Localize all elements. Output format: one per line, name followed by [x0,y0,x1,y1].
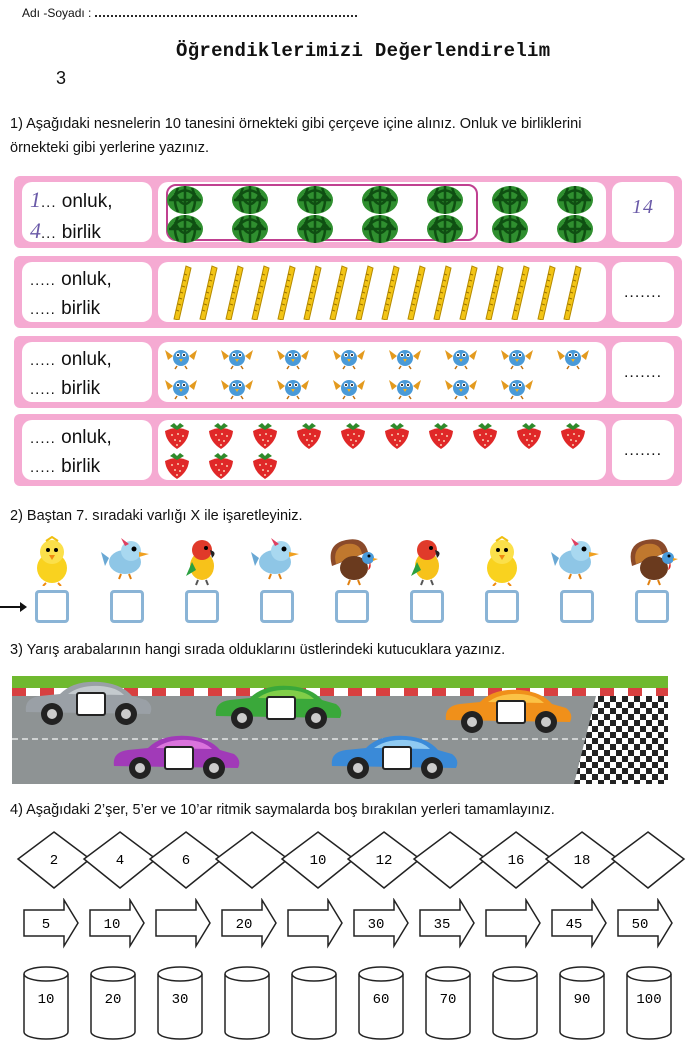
q1-row-ruler [14,256,682,328]
count-diamond [348,832,420,888]
start-arrow-head [20,602,27,612]
name-line [22,6,357,20]
checkered-finish-icon [574,696,668,784]
strawberry-icon [206,422,236,455]
position-box[interactable] [164,746,194,770]
ones-blank[interactable]: ..... [30,459,56,476]
count-value: 16 [507,853,525,869]
watermelon-icon [361,214,399,249]
count-value: 18 [573,853,591,869]
ruler-icon [322,264,348,325]
count-diamond [480,832,552,888]
strawberry-icon [338,422,368,455]
strawberry-icon [382,422,412,455]
watermelon-icon [166,214,204,249]
name-label: Adı -Soyadı : [22,6,92,20]
ruler-icon [400,264,426,325]
ruler-icon [218,264,244,325]
bird-icon [332,374,366,405]
object-group [158,182,606,242]
count-value: 10 [309,853,327,869]
bird-icon [444,344,478,375]
bird-icon [332,344,366,375]
count-diamond [84,832,156,888]
mark-box[interactable] [410,590,444,623]
bird-icon [220,374,254,405]
count-arrow[interactable] [156,900,210,946]
count-diamond [150,832,222,888]
ruler-icon [556,264,582,325]
count-value: 10 [103,917,121,933]
count-value: 12 [375,853,393,869]
ruler-icon [296,264,322,325]
ruler-icon [270,264,296,325]
count-value: 30 [171,992,189,1008]
count-diamond[interactable] [612,832,684,888]
strawberry-icon [206,452,236,485]
count-value: 100 [636,992,662,1008]
watermelon-icon [556,214,594,249]
count-arrow[interactable] [486,900,540,946]
count-by-fives [0,898,698,950]
mark-box[interactable] [560,590,594,623]
count-value: 20 [104,992,122,1008]
birlik-label: birlik [61,298,101,319]
race-track [12,676,668,784]
count-diamond [18,832,90,888]
watermelon-icon [491,214,529,249]
tens-blank[interactable]: ..... [30,272,56,289]
birlik-label: birlik [61,222,101,243]
count-diamond[interactable] [414,832,486,888]
onluk-label: onluk, [61,349,112,370]
total-blank[interactable]: ....... [612,262,674,322]
place-value-label: 1... onluk, 4... birlik [22,182,152,242]
parrot-icon [182,536,222,591]
q4-text: 4) Aşağıdaki 2’şer, 5’er ve 10’ar ritmik saymalarda boş bırakılan yerleri tamamlayınız. [10,802,555,818]
q2-text: 2) Baştan 7. sıradaki varlığı X ile işaretleyiniz. [10,508,303,524]
count-value: 20 [235,917,253,933]
watermelon-icon [426,214,464,249]
count-value: 45 [565,917,583,933]
q1-row-bird [14,336,682,408]
count-value: 70 [439,992,457,1008]
ruler-icon [530,264,556,325]
q1-row-strawberry [14,414,682,486]
count-value: 5 [41,917,51,933]
count-arrow [90,900,144,946]
count-arrow [552,900,606,946]
bird-icon [556,344,590,375]
place-value-label [22,420,152,480]
count-cylinder [24,967,68,1039]
count-value: 10 [37,992,55,1008]
blue-bird-icon [551,536,603,585]
total-blank[interactable]: ....... [612,342,674,402]
total-answer: 14 [612,182,674,242]
object-group[interactable] [158,342,606,402]
bird-icon [500,344,534,375]
count-diamond[interactable] [216,832,288,888]
ruler-icon [192,264,218,325]
count-value: 35 [433,917,451,933]
onluk-label: onluk, [61,191,113,212]
onluk-label: onluk, [61,269,112,290]
position-box[interactable] [382,746,412,770]
q1-text-line1: 1) Aşağıdaki nesnelerin 10 tanesini örnekteki gibi çerçeve içine alınız. Onluk ve birliklerini [10,116,582,132]
place-value-label [22,342,152,402]
start-arrow [0,606,22,608]
position-box[interactable] [496,700,526,724]
chick-icon [32,536,72,591]
count-value: 60 [372,992,390,1008]
count-diamond [282,832,354,888]
count-value: 30 [367,917,385,933]
count-cylinder[interactable] [493,967,537,1039]
count-arrow [420,900,474,946]
count-by-tens [0,964,698,1044]
count-value: 90 [573,992,591,1008]
count-arrow [354,900,408,946]
strawberry-icon [514,422,544,455]
count-cylinder[interactable] [225,967,269,1039]
bird-icon [164,374,198,405]
count-value: 6 [181,853,191,869]
count-cylinder [560,967,604,1039]
page-title: Öğrendiklerimizi Değerlendirelim [176,40,551,62]
bird-icon [276,344,310,375]
q1-text [10,112,581,160]
strawberry-icon [470,422,500,455]
chick-icon [482,536,522,591]
bird-icon [388,374,422,405]
bird-icon [220,344,254,375]
watermelon-icon [296,214,334,249]
mark-box[interactable] [35,590,69,623]
page-number: 3 [56,68,67,88]
ruler-icon [426,264,452,325]
turkey-icon [324,536,380,591]
count-arrow [24,900,78,946]
ruler-icon [244,264,270,325]
watermelon-icon [231,214,269,249]
place-value-label [22,262,152,322]
tens-blank[interactable]: ..... [30,430,56,447]
object-group[interactable] [158,420,606,480]
strawberry-icon [426,422,456,455]
object-group[interactable] [158,262,606,322]
onluk-label: onluk, [61,427,112,448]
strawberry-icon [294,422,324,455]
blue-bird-icon [251,536,303,585]
ruler-icon [504,264,530,325]
count-arrow[interactable] [288,900,342,946]
count-diamond [546,832,618,888]
count-value: 2 [49,853,59,869]
ones-answer: 4 [30,218,41,243]
count-cylinder [426,967,470,1039]
count-cylinder [359,967,403,1039]
ruler-icon [452,264,478,325]
count-by-twos [0,830,698,892]
tens-answer: 1 [30,187,41,212]
count-cylinder[interactable] [292,967,336,1039]
bird-icon [444,374,478,405]
birlik-label: birlik [61,456,101,477]
strawberry-icon [250,422,280,455]
mark-box[interactable] [485,590,519,623]
q1-text-line2: örnekteki gibi yerlerine yazınız. [10,140,210,156]
ruler-icon [374,264,400,325]
count-cylinder [158,967,202,1039]
count-cylinder [91,967,135,1039]
mark-box[interactable] [185,590,219,623]
bird-icon [388,344,422,375]
mark-box[interactable] [260,590,294,623]
parrot-icon [407,536,447,591]
position-box[interactable] [266,696,296,720]
q3-text: 3) Yarış arabalarının hangi sırada olduklarını üstlerindeki kutucuklara yazınız. [10,642,506,658]
birlik-label: birlik [61,378,101,399]
count-cylinder [627,967,671,1039]
ruler-icon [166,264,192,325]
strawberry-icon [162,452,192,485]
name-blank[interactable] [95,8,357,17]
ruler-icon [478,264,504,325]
tens-blank[interactable]: ..... [30,352,56,369]
position-box[interactable] [76,692,106,716]
count-value: 50 [631,917,649,933]
mark-box[interactable] [110,590,144,623]
mark-box[interactable] [335,590,369,623]
count-arrow [222,900,276,946]
bird-icon [164,344,198,375]
strawberry-icon [558,422,588,455]
ones-blank[interactable]: ..... [30,301,56,318]
count-arrow [618,900,672,946]
ruler-icon [348,264,374,325]
bird-icon [276,374,310,405]
total-blank[interactable]: ....... [612,420,674,480]
bird-icon [500,374,534,405]
q1-row-watermelon [14,176,682,248]
turkey-icon [624,536,680,591]
ones-blank[interactable]: ..... [30,381,56,398]
strawberry-icon [250,452,280,485]
blue-bird-icon [101,536,153,585]
strawberry-icon [162,422,192,455]
mark-box[interactable] [635,590,669,623]
count-value: 4 [115,853,125,869]
